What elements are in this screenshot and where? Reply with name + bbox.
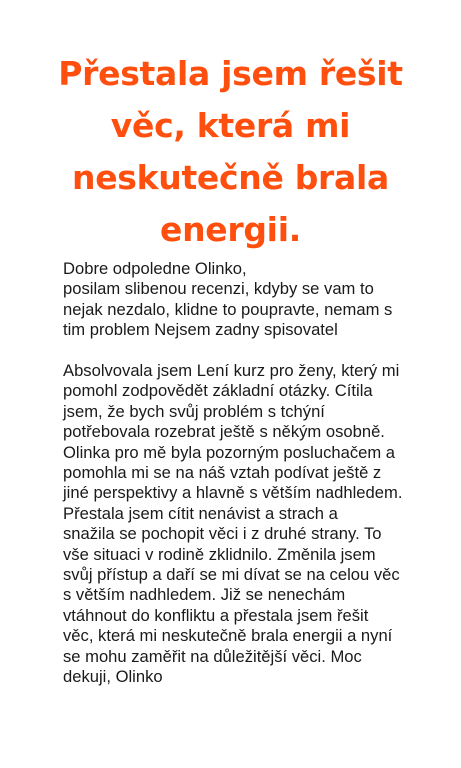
review-line: vtáhnout do konfliktu a přestala jsem řešit	[63, 605, 369, 625]
greeting-paragraph	[63, 259, 423, 341]
review-line: snažila se pochopit věci i z druhé strany. To	[63, 524, 382, 544]
review-line: věc, která mi neskutečně brala energii a nyní	[63, 626, 393, 646]
greeting-line: tim problem Nejsem zadny spisovatel	[63, 320, 338, 340]
review-paragraph	[63, 361, 423, 688]
headline-line: energii.	[160, 210, 301, 249]
greeting-line: Dobre odpoledne Olinko,	[63, 259, 247, 278]
review-line: Absolvovala jsem Lení kurz pro ženy, který mi	[63, 361, 400, 381]
review-line: pomohl zodpovědět základní otázky. Cítila	[63, 381, 373, 401]
review-line: svůj přístup a daří se mi dívat se na celou věc	[63, 565, 400, 585]
page-headline	[30, 48, 431, 256]
review-line: se mohu zaměřit na důležitější věci. Moc	[63, 646, 362, 666]
review-line: Přestala jsem cítit nenávist a strach a	[63, 503, 338, 523]
greeting-line: nejak nezdalo, klidne to poupravte, nemam s	[63, 299, 393, 319]
headline-line: věc, která mi	[110, 106, 351, 145]
review-line: s větším nadhledem. Již se nenechám	[63, 585, 346, 605]
greeting-line: posilam slibenou recenzi, kdyby se vam to	[63, 279, 374, 299]
review-line: potřebovala rozebrat ještě s někým osobně.	[63, 422, 385, 442]
review-line: Olinka pro mě byla pozorným posluchačem a	[63, 442, 396, 462]
review-line: jiné perspektivy a hlavně s větším nadhledem.	[63, 483, 403, 503]
review-body	[63, 259, 423, 688]
review-line: jsem, že bych svůj problém s tchýní	[63, 401, 325, 421]
review-line: vše situaci v rodině zklidnilo. Změnila jsem	[63, 544, 376, 564]
review-line: dekuji, Olinko	[63, 667, 163, 687]
review-line: pomohla mi se na náš vztah podívat ještě z	[63, 463, 382, 483]
headline-line: neskutečně brala	[72, 158, 389, 197]
headline-line: Přestala jsem řešit	[58, 54, 403, 93]
